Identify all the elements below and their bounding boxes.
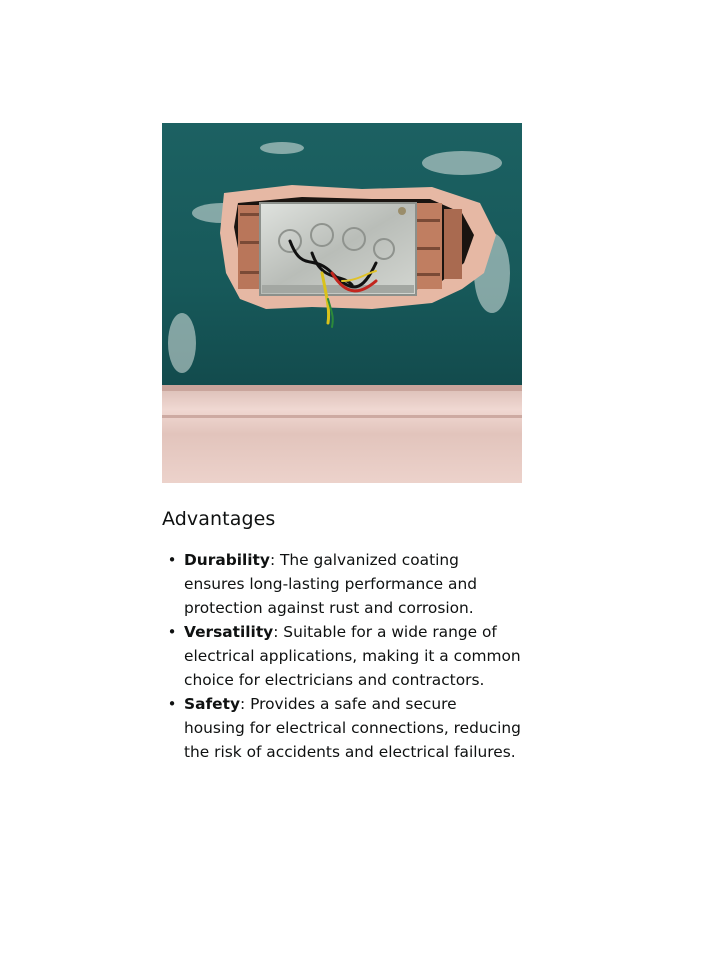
list-item xyxy=(162,620,522,692)
bullet-icon: • xyxy=(167,551,177,569)
advantages-list xyxy=(162,548,522,764)
bullet-icon: • xyxy=(167,695,177,713)
item-term: Versatility xyxy=(184,623,274,641)
item-term: Durability xyxy=(184,551,270,569)
section-heading: Advantages xyxy=(162,508,276,530)
item-text: : Provides a safe and secure housing for electrical connections, reducing the risk of accidents and electrical failures. xyxy=(184,695,521,761)
baseboard-trim xyxy=(162,385,522,483)
list-item xyxy=(162,692,522,764)
item-text: : The galvanized coating ensures long-lasting performance and protection against rust and corrosion. xyxy=(184,551,478,617)
item-term: Safety xyxy=(184,695,240,713)
bullet-icon: • xyxy=(167,623,177,641)
list-item xyxy=(162,548,522,620)
product-photo xyxy=(162,123,522,483)
item-text: : Suitable for a wide range of electrical applications, making it a common choice for electricians and contractors. xyxy=(184,623,521,689)
